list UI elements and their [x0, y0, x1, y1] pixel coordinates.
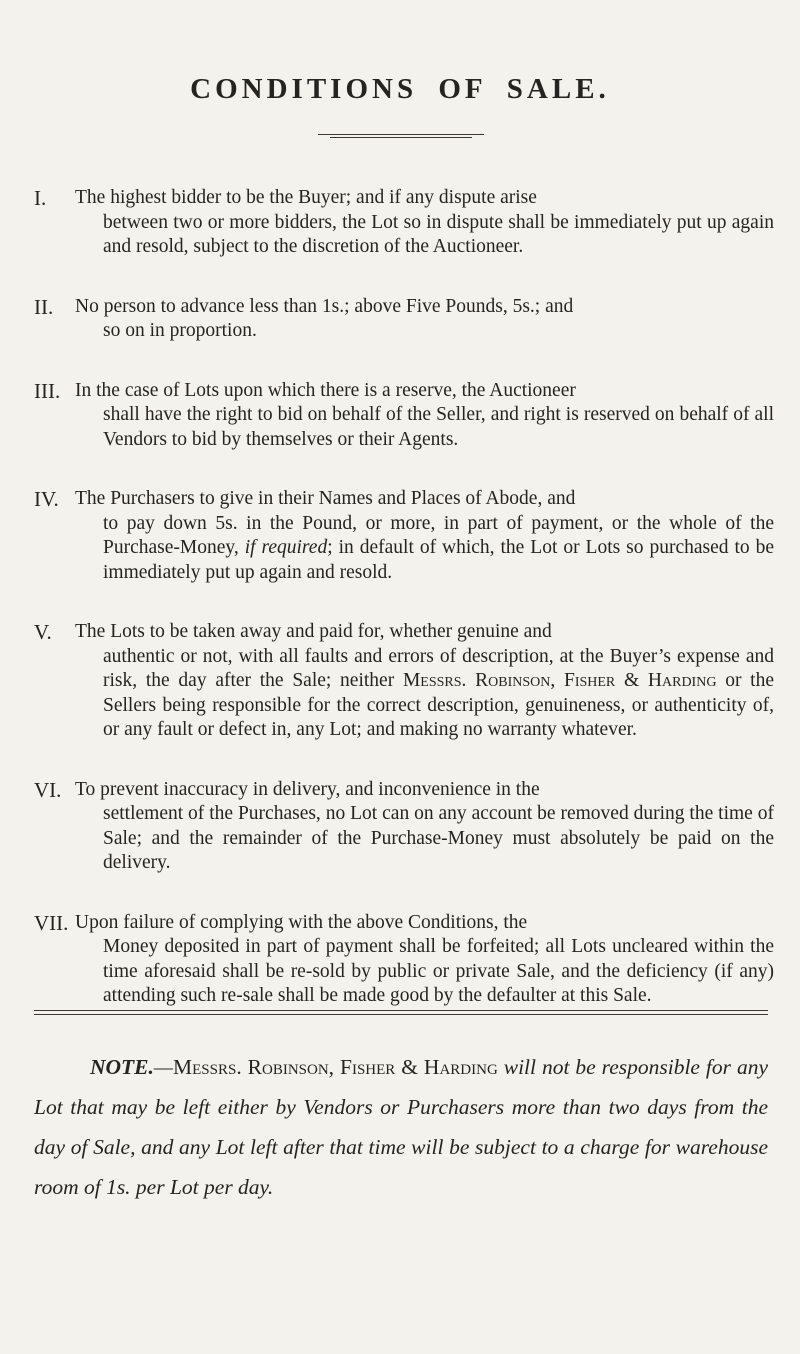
page-title: CONDITIONS OF SALE. — [190, 73, 610, 105]
condition-lead: To prevent inaccuracy in delivery, and inconvenience in the — [75, 778, 540, 800]
condition-1 — [34, 186, 774, 260]
section-divider — [34, 1010, 768, 1011]
condition-numeral: VI. — [34, 777, 62, 802]
condition-italic-phrase: if required — [244, 537, 328, 558]
auctioneer-firm-name: Messrs. Robinson, Fisher & Harding — [402, 670, 717, 691]
title-underline — [318, 134, 484, 135]
title-underline-inner — [330, 137, 472, 138]
condition-lead: The Purchasers to give in their Names and Places of Abode, and — [75, 488, 576, 509]
condition-numeral: VII. — [34, 910, 69, 935]
condition-5 — [34, 620, 774, 743]
condition-text: between two or more bidders, the Lot so in dispute shall be immediately put up again and resold, subject to the discretion of the Auctioneer. — [103, 211, 774, 257]
note-firm-name: Messrs. Robinson, Fisher & Harding — [173, 1055, 498, 1079]
condition-text: shall have the right to bid on behalf of the Seller, and right is reserved on behalf of all Vendors to bid by themselves or their Agents. — [103, 404, 774, 450]
condition-7 — [34, 911, 774, 1009]
section-divider-double — [34, 1014, 768, 1015]
condition-text-end: ; in default of which, the Lot or Lots so purchased to be immediately put up again and resold. — [103, 537, 774, 583]
condition-numeral: V. — [34, 620, 52, 644]
note-text: will not be responsible for any Lot that may be left either by Vendors or Purchasers more than two days from the day of Sale, and any Lot left after that time will be subject to a charge for warehouse room of 1s. per Lot per day. — [34, 1055, 769, 1199]
condition-numeral: III. — [34, 378, 61, 403]
condition-lead: Upon failure of complying with the above Conditions, the — [75, 911, 528, 933]
footnote — [34, 1047, 768, 1207]
conditions-list — [34, 186, 774, 1044]
condition-text: so on in proportion. — [103, 320, 257, 341]
condition-3 — [34, 379, 774, 453]
note-dash: — — [153, 1055, 174, 1079]
condition-text-end: or the Sellers being responsible for the correct description, genuineness, or authenticity of, or any fault or defect in, any Lot; and making no warranty whatever. — [103, 670, 774, 740]
condition-4 — [34, 487, 774, 585]
condition-lead: The Lots to be taken away and paid for, whether genuine and — [75, 621, 552, 642]
condition-numeral: I. — [34, 186, 47, 210]
condition-lead: The highest bidder to be the Buyer; and if any dispute arise — [75, 187, 537, 208]
condition-text: to pay down 5s. in the Pound, or more, in part of payment, or the whole of the Purchase-Money, — [103, 512, 774, 558]
condition-text: Money deposited in part of payment shall be forfeited; all Lots uncleared within the time aforesaid shall be re-sold by public or private Sale, and the deficiency (if any) attending such re-sale shall be made good by the defaulter at this Sale. — [103, 936, 774, 1006]
condition-text: settlement of the Purchases, no Lot can on any account be removed during the time of Sale; and the remainder of the Purchase-Money must absolutely be paid on the delivery. — [103, 803, 774, 873]
condition-numeral: II. — [34, 294, 54, 319]
condition-6 — [34, 778, 774, 876]
condition-lead: No person to advance less than 1s.; above Five Pounds, 5s.; and — [75, 295, 574, 317]
condition-2 — [34, 295, 774, 344]
condition-numeral: IV. — [34, 487, 59, 511]
note-label: NOTE. — [90, 1055, 154, 1079]
condition-lead: In the case of Lots upon which there is a reserve, the Auctioneer — [75, 379, 576, 401]
condition-text: authentic or not, with all faults and errors of description, at the Buyer’s expense and risk, the day after the Sale; neither — [103, 645, 774, 691]
